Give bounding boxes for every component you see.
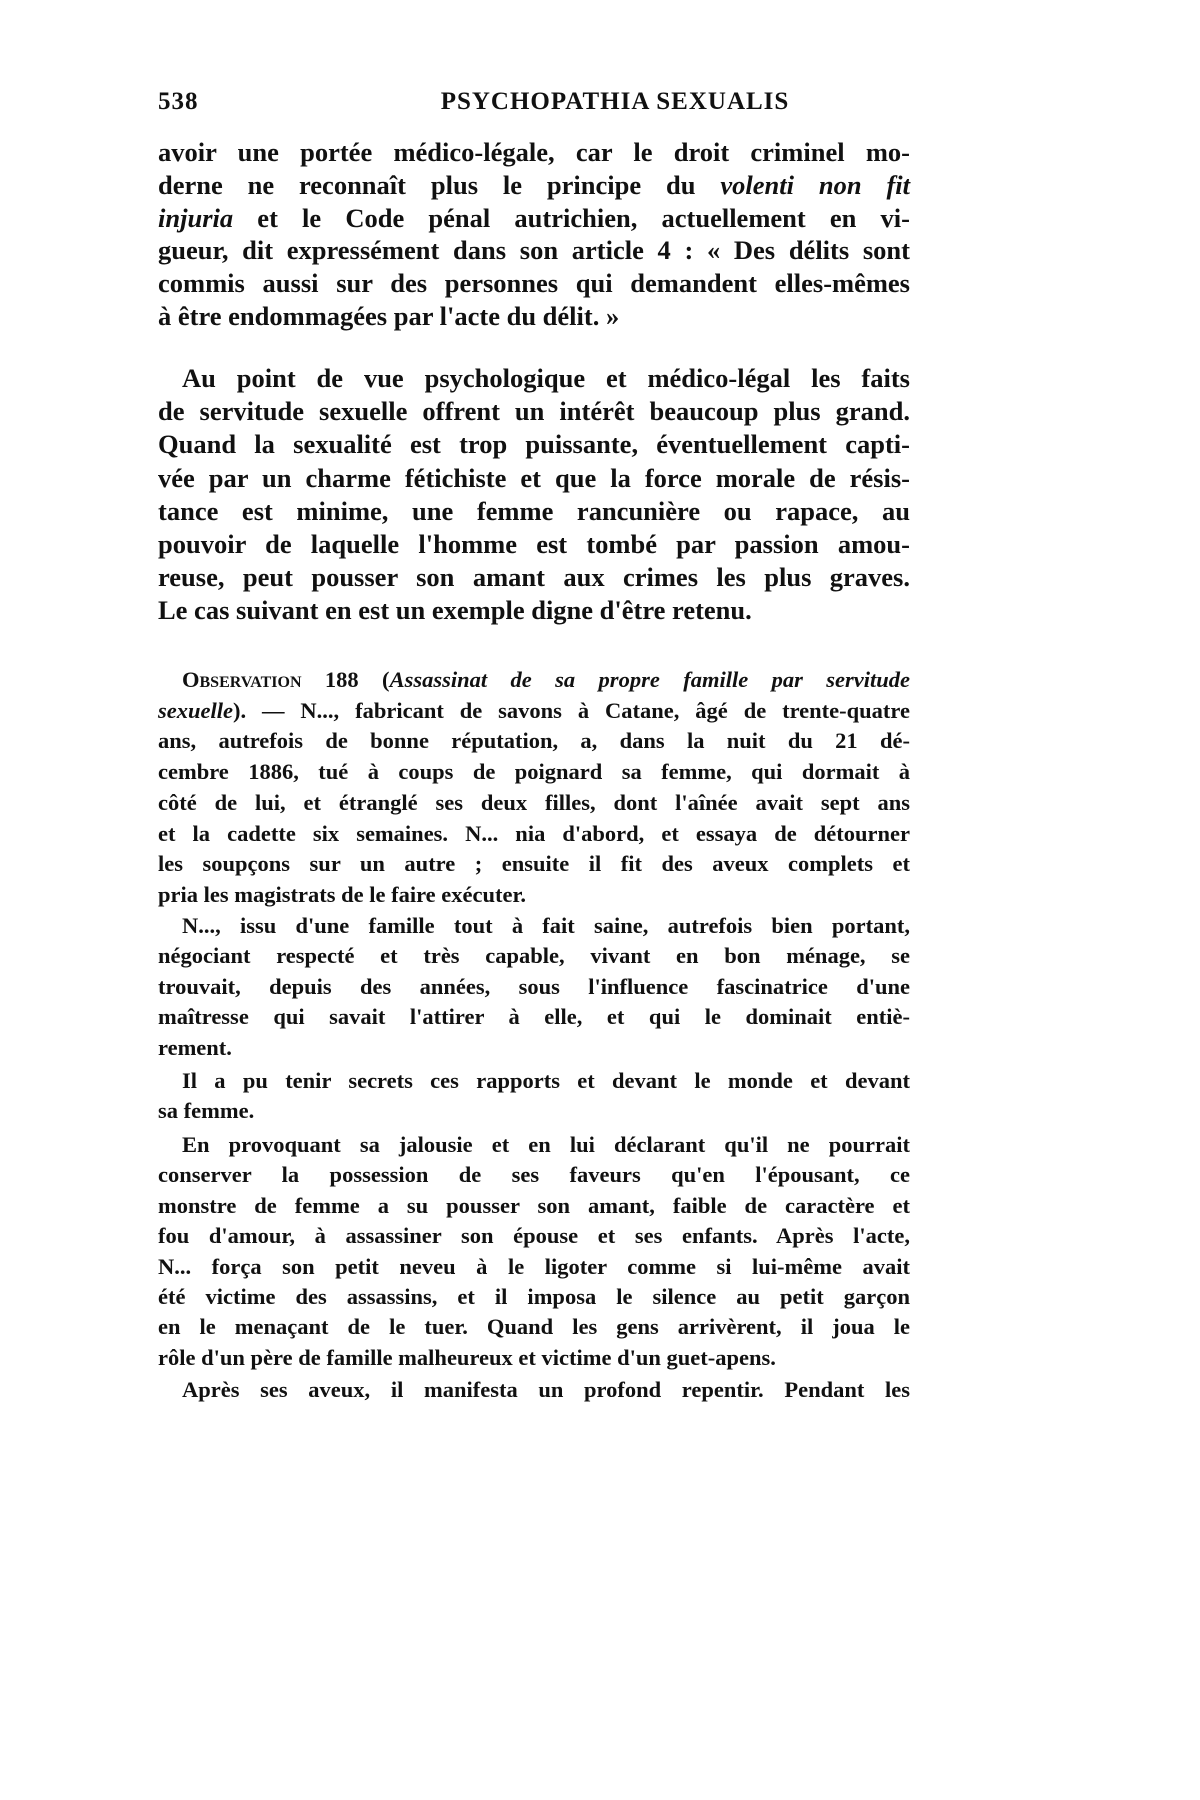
text-segment: de servitude sexuelle offrent un intérêt beaucoup plus grand. (158, 396, 910, 427)
text-line (158, 1004, 910, 1030)
text-segment: ans, autrefois de bonne réputation, a, dans la nuit du 21 dé- (158, 728, 910, 754)
text-segment: vée par un charme fétichiste et que la force morale de résis- (158, 462, 910, 493)
text-segment: commis aussi sur des personnes qui demandent elles-mêmes (158, 268, 910, 299)
text-segment: Au point de vue psychologique et médico-légal les faits (182, 363, 910, 393)
text-line (158, 1162, 910, 1188)
text-line (158, 1223, 910, 1249)
italic-text: volenti non fit (720, 169, 910, 200)
text-segment: N..., issu d'une famille tout à fait saine, autrefois bien portant, (182, 913, 910, 938)
text-line (158, 851, 910, 877)
text-segment: pria les magistrats de le faire exécuter. (158, 881, 527, 907)
text-segment: été victime des assassins, et il imposa le silence au petit garçon (158, 1284, 910, 1309)
text-line (158, 882, 910, 908)
text-segment: les soupçons sur un autre ; ensuite il fit des aveux complets et (158, 851, 910, 877)
text-line (158, 170, 910, 201)
text-line (158, 203, 910, 234)
text-line (158, 1284, 910, 1310)
text-line (158, 301, 910, 332)
page-number: 538 (158, 88, 199, 115)
text-segment: Observation (182, 667, 302, 692)
text-line (158, 137, 910, 168)
text-line (158, 728, 910, 754)
text-line (158, 1193, 910, 1219)
text-line (158, 974, 910, 1000)
italic-text: Assassinat de sa propre famille par servitude (389, 667, 910, 692)
text-line (158, 1132, 910, 1158)
text-line (158, 1314, 910, 1340)
text-line (158, 790, 910, 816)
text-line (158, 396, 910, 427)
text-segment: rôle d'un père de famille malheureux et victime d'un guet-apens. (158, 1344, 776, 1370)
text-line (158, 363, 910, 394)
text-line (158, 529, 910, 560)
text-segment: avoir une portée médico-légale, car le droit criminel mo- (158, 137, 910, 167)
text-line (158, 1035, 910, 1061)
text-segment: sa femme. (158, 1098, 255, 1123)
text-segment: gueur, dit expressément dans son article 4 : « Des délits sont (158, 235, 910, 266)
text-line (158, 463, 910, 494)
text-line (158, 821, 910, 847)
text-line (158, 1254, 910, 1280)
text-segment: cembre 1886, tué à coups de poignard sa femme, qui dormait à (158, 759, 910, 785)
text-segment: maîtresse qui savait l'attirer à elle, et qui le dominait entiè- (158, 1004, 910, 1030)
text-line (158, 913, 910, 939)
text-segment: trouvait, depuis des années, sous l'influence fascinatrice d'une (158, 973, 910, 999)
italic-text: sexuelle (158, 697, 233, 723)
text-segment: reuse, peut pousser son amant aux crimes les plus graves. (158, 562, 910, 593)
text-segment: derne ne reconnaît plus le principe du (158, 169, 721, 200)
text-segment: pouvoir de laquelle l'homme est tombé par passion amou- (158, 529, 910, 559)
text-line (158, 595, 910, 626)
text-line (158, 1068, 910, 1094)
text-line (158, 1098, 910, 1124)
text-segment: rement. (158, 1034, 232, 1060)
text-segment: Le cas suivant en est un exemple digne d'être retenu. (158, 595, 752, 626)
text-line (158, 496, 910, 527)
text-line (158, 943, 910, 969)
text-segment: tance est minime, une femme rancunière ou rapace, au (158, 495, 910, 526)
text-segment: à être endommagées par l'acte du délit. » (158, 301, 620, 331)
text-segment: négociant respecté et très capable, vivant en bon ménage, se (158, 943, 910, 969)
text-segment: N... força son petit neveu à le ligoter comme si lui-même avait (158, 1253, 910, 1279)
text-line (158, 667, 910, 693)
running-title: PSYCHOPATHIA SEXUALIS (440, 88, 790, 115)
text-segment: En provoquant sa jalousie et en lui déclarant qu'il ne pourrait (182, 1132, 910, 1157)
text-segment: Quand la sexualité est trop puissante, éventuellement capti- (158, 429, 910, 460)
text-line (158, 698, 910, 724)
text-line (158, 1345, 910, 1371)
text-segment: ). — N..., fabricant de savons à Catane, âgé de trente-quatre (232, 697, 910, 723)
text-segment: Il a pu tenir secrets ces rapports et devant le monde et devant (182, 1068, 910, 1093)
text-segment: en le menaçant de le tuer. Quand les gens arrivèrent, il joua le (158, 1314, 910, 1340)
text-segment: et le Code pénal autrichien, actuellement en vi- (233, 202, 910, 233)
text-line (158, 562, 910, 593)
italic-text: injuria (158, 202, 234, 233)
text-segment: côté de lui, et étranglé ses deux filles, dont l'aînée avait sept ans (158, 789, 910, 815)
text-line (158, 235, 910, 266)
text-line (158, 1377, 910, 1403)
text-segment: conserver la possession de ses faveurs qu'en l'épousant, ce (158, 1162, 910, 1188)
text-segment: monstre de femme a su pousser son amant, faible de caractère et (158, 1192, 910, 1218)
text-segment: fou d'amour, à assassiner son épouse et ses enfants. Après l'acte, (158, 1223, 910, 1249)
text-line (158, 759, 910, 785)
text-segment: 188 ( (301, 667, 390, 692)
text-segment: Après ses aveux, il manifesta un profond repentir. Pendant les (182, 1377, 910, 1402)
text-segment: et la cadette six semaines. N... nia d'abord, et essaya de détourner (158, 820, 910, 846)
text-line (158, 429, 910, 460)
text-line (158, 268, 910, 299)
